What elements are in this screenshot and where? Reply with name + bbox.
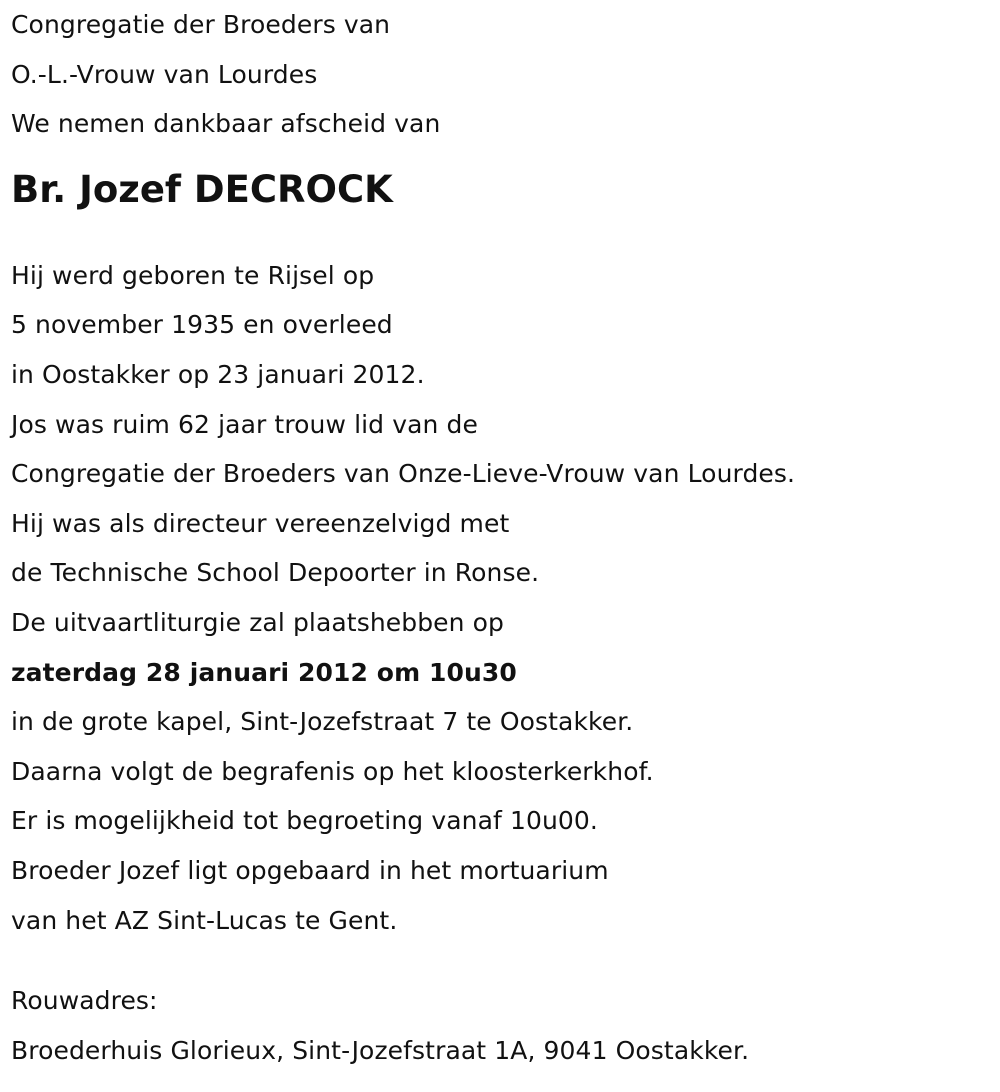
body-line: van het AZ Sint-Lucas te Gent. bbox=[11, 905, 398, 935]
funeral-date: zaterdag 28 januari 2012 om 10u30 bbox=[11, 657, 517, 687]
body-line: de Technische School Depoorter in Ronse. bbox=[11, 558, 540, 588]
address-label: Rouwadres: bbox=[11, 986, 158, 1016]
header-block bbox=[11, 0, 991, 149]
body-line: Hij was als directeur vereenzelvigd met bbox=[11, 508, 510, 538]
body-line: Er is mogelijkheid tot begroeting vanaf 10u00. bbox=[11, 806, 598, 836]
body-line: De uitvaartliturgie zal plaatshebben op bbox=[11, 607, 505, 637]
body-line: in de grote kapel, Sint-Jozefstraat 7 te Oostakker. bbox=[11, 707, 634, 737]
body-line: 5 november 1935 en overleed bbox=[11, 310, 393, 340]
body-line: Broeder Jozef ligt opgebaard in het mortuarium bbox=[11, 855, 609, 885]
congregation-line-1: Congregatie der Broeders van bbox=[11, 10, 391, 39]
farewell-intro: We nemen dankbaar afscheid van bbox=[11, 109, 441, 139]
address-value: Broederhuis Glorieux, Sint-Jozefstraat 1A, 9041 Oostakker. bbox=[11, 1035, 750, 1065]
body-line: Congregatie der Broeders van Onze-Lieve-Vrouw van Lourdes. bbox=[11, 459, 796, 489]
body-line: Jos was ruim 62 jaar trouw lid van de bbox=[11, 409, 478, 439]
body-line: Hij werd geboren te Rijsel op bbox=[11, 260, 375, 290]
body-line: in Oostakker op 23 januari 2012. bbox=[11, 359, 425, 389]
obituary-document bbox=[11, 0, 991, 1075]
body-text bbox=[11, 251, 991, 945]
body-line: Daarna volgt de begrafenis op het kloosterkerkhof. bbox=[11, 756, 654, 786]
deceased-name: Br. Jozef DECROCK bbox=[11, 167, 393, 211]
congregation-line-2: O.-L.-Vrouw van Lourdes bbox=[11, 59, 318, 89]
address-block bbox=[11, 976, 991, 1075]
